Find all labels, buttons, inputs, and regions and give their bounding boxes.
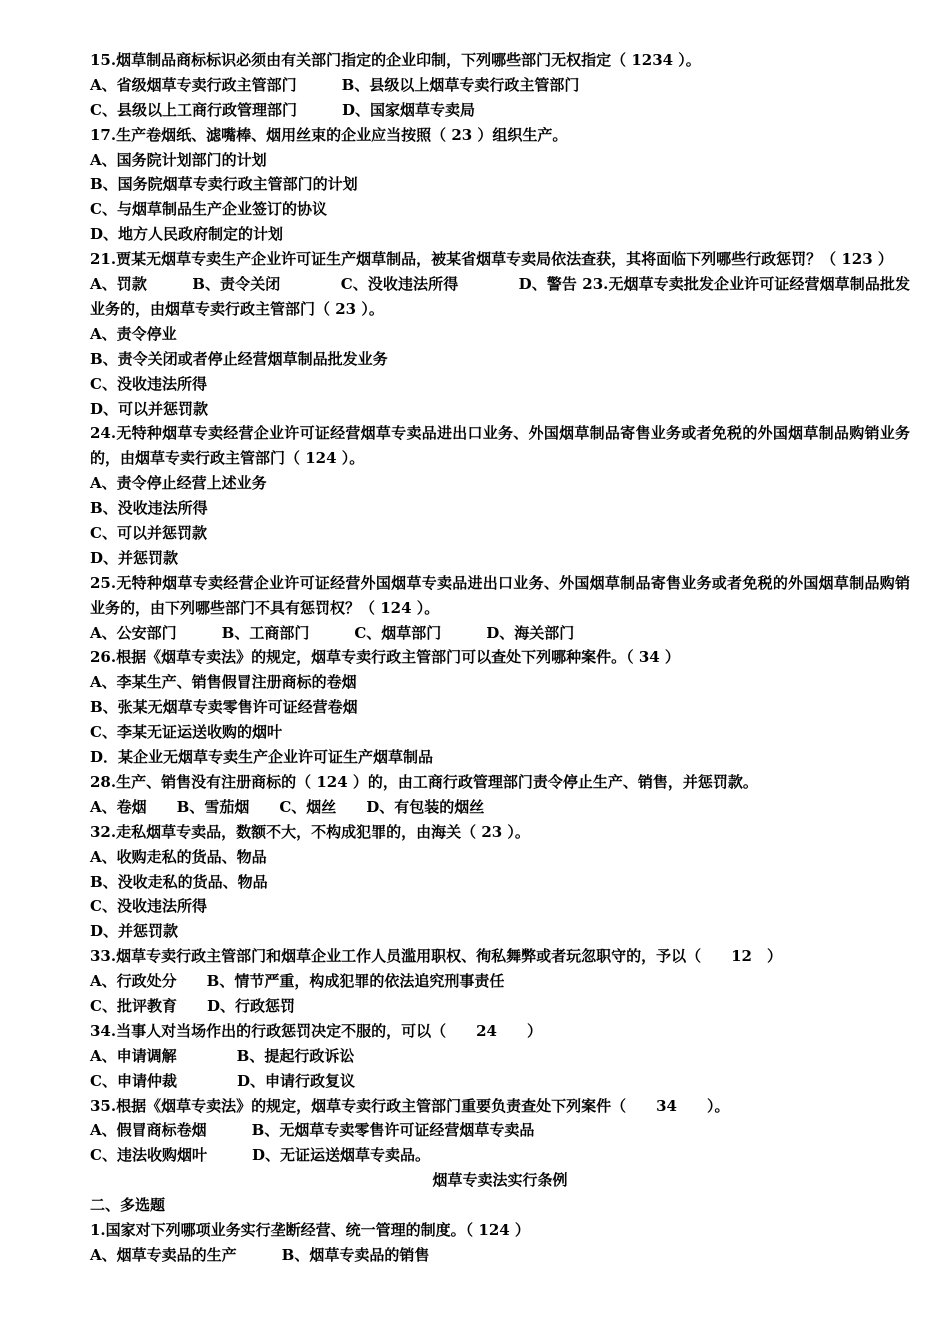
q33-options-ab: A、行政处分 B、情节严重，构成犯罪的依法追究刑事责任 (90, 972, 505, 991)
q33-options-cd: C、批评教育 D、行政惩罚 (90, 996, 295, 1015)
q15-options-cd: C、县级以上工商行政管理部门 D、国家烟草专卖局 (90, 100, 475, 119)
q21-options-and-q23-text: A、罚款 B、责令关闭 C、没收违法所得 D、警告 23.无烟草专卖批发企业许可证经营烟草制品批发业务的，由烟草专卖行政主管部门（ 23 ）。 (90, 275, 910, 318)
q35-options-cd: C、违法收购烟叶 D、无证运送烟草专卖品。 (90, 1146, 430, 1165)
section-heading-multiple-choice: 二、多选题 (90, 1196, 166, 1215)
q24-text: 24.无特种烟草专卖经营企业许可证经营烟草专卖品进出口业务、外国烟草制品寄售业务或者免税的外国烟草制品购销业务的，由烟草专卖行政主管部门（ 124 ）。 (90, 424, 910, 468)
q17-option-b: B、国务院烟草专卖行政主管部门的计划 (90, 175, 358, 194)
q28-text: 28.生产、销售没有注册商标的（ 124 ）的，由工商行政管理部门责令停止生产、销售，并惩罚款。 (90, 772, 758, 791)
q34-text: 34.当事人对当场作出的行政惩罚决定不服的，可以（ 24 ） (90, 1021, 542, 1040)
q15-options-ab: A、省级烟草专卖行政主管部门 B、县级以上烟草专卖行政主管部门 (90, 75, 580, 94)
q32-option-b: B、没收走私的货品、物品 (90, 872, 268, 891)
q33-text: 33.烟草专卖行政主管部门和烟草企业工作人员滥用职权、徇私舞弊或者玩忽职守的，予以（ 12 ） (90, 947, 782, 966)
q32-option-a: A、收购走私的货品、物品 (90, 847, 267, 866)
q32-option-c: C、没收违法所得 (90, 897, 207, 916)
q24-option-a: A、责令停止经营上述业务 (90, 474, 267, 493)
q23-option-c: C、没收违法所得 (90, 374, 207, 393)
q26-option-b: B、张某无烟草专卖零售许可证经营卷烟 (90, 698, 358, 717)
mc1-options-ab: A、烟草专卖品的生产 B、烟草专卖品的销售 (90, 1245, 430, 1264)
section-title: 烟草专卖法实行条例 (432, 1171, 568, 1190)
q32-option-d: D、并惩罚款 (90, 922, 179, 941)
q25-text: 25.无特种烟草专卖经营企业许可证经营外国烟草专卖品进出口业务、外国烟草制品寄售业务或者免税的外国烟草制品购销业务的，由下列哪些部门不具有惩罚权？（ 124 ）。 (90, 573, 910, 617)
q34-options-cd: C、申请仲裁 D、申请行政复议 (90, 1071, 355, 1090)
q17-text: 17.生产卷烟纸、滤嘴棒、烟用丝束的企业应当按照（ 23 ）组织生产。 (90, 125, 568, 144)
q24-option-d: D、并惩罚款 (90, 548, 179, 567)
q35-options-ab: A、假冒商标卷烟 B、无烟草专卖零售许可证经营烟草专卖品 (90, 1121, 535, 1140)
q24-option-b: B、没收违法所得 (90, 499, 208, 518)
document-page (90, 48, 910, 1268)
q23-option-d: D、可以并惩罚款 (90, 399, 209, 418)
q34-options-ab: A、申请调解 B、提起行政诉讼 (90, 1046, 355, 1065)
q35-text: 35.根据《烟草专卖法》的规定，烟草专卖行政主管部门重要负责查处下列案件（ 34 ）。 (90, 1096, 730, 1115)
q17-option-d: D、地方人民政府制定的计划 (90, 225, 284, 244)
q26-option-c: C、李某无证运送收购的烟叶 (90, 723, 282, 742)
q17-option-a: A、国务院计划部门的计划 (90, 150, 267, 169)
q17-option-c: C、与烟草制品生产企业签订的协议 (90, 200, 327, 219)
mc1-text: 1.国家对下列哪项业务实行垄断经营、统一管理的制度。（ 124 ） (90, 1220, 530, 1239)
q24-option-c: C、可以并惩罚款 (90, 524, 207, 542)
q28-options: A、卷烟 B、雪茄烟 C、烟丝 D、有包装的烟丝 (90, 797, 485, 816)
q26-option-a: A、李某生产、销售假冒注册商标的卷烟 (90, 673, 357, 692)
q25-options: A、公安部门 B、工商部门 C、烟草部门 D、海关部门 (90, 623, 575, 642)
q15-text: 15.烟草制品商标标识必须由有关部门指定的企业印制，下列哪些部门无权指定（ 1234 ）。 (90, 51, 701, 69)
q26-text: 26.根据《烟草专卖法》的规定，烟草专卖行政主管部门可以查处下列哪种案件。（ 34 ） (90, 648, 680, 667)
q21-text: 21.贾某无烟草专卖生产企业许可证生产烟草制品，被某省烟草专卖局依法查获，其将面临下列哪些行政惩罚？（ 123 ） (90, 250, 893, 269)
q32-text: 32.走私烟草专卖品，数额不大，不构成犯罪的，由海关（ 23 ）。 (90, 822, 530, 841)
q23-option-b: B、责令关闭或者停止经营烟草制品批发业务 (90, 349, 388, 368)
q23-option-a: A、责令停业 (90, 324, 177, 343)
q26-option-d: D．某企业无烟草专卖生产企业许可证生产烟草制品 (90, 748, 434, 767)
